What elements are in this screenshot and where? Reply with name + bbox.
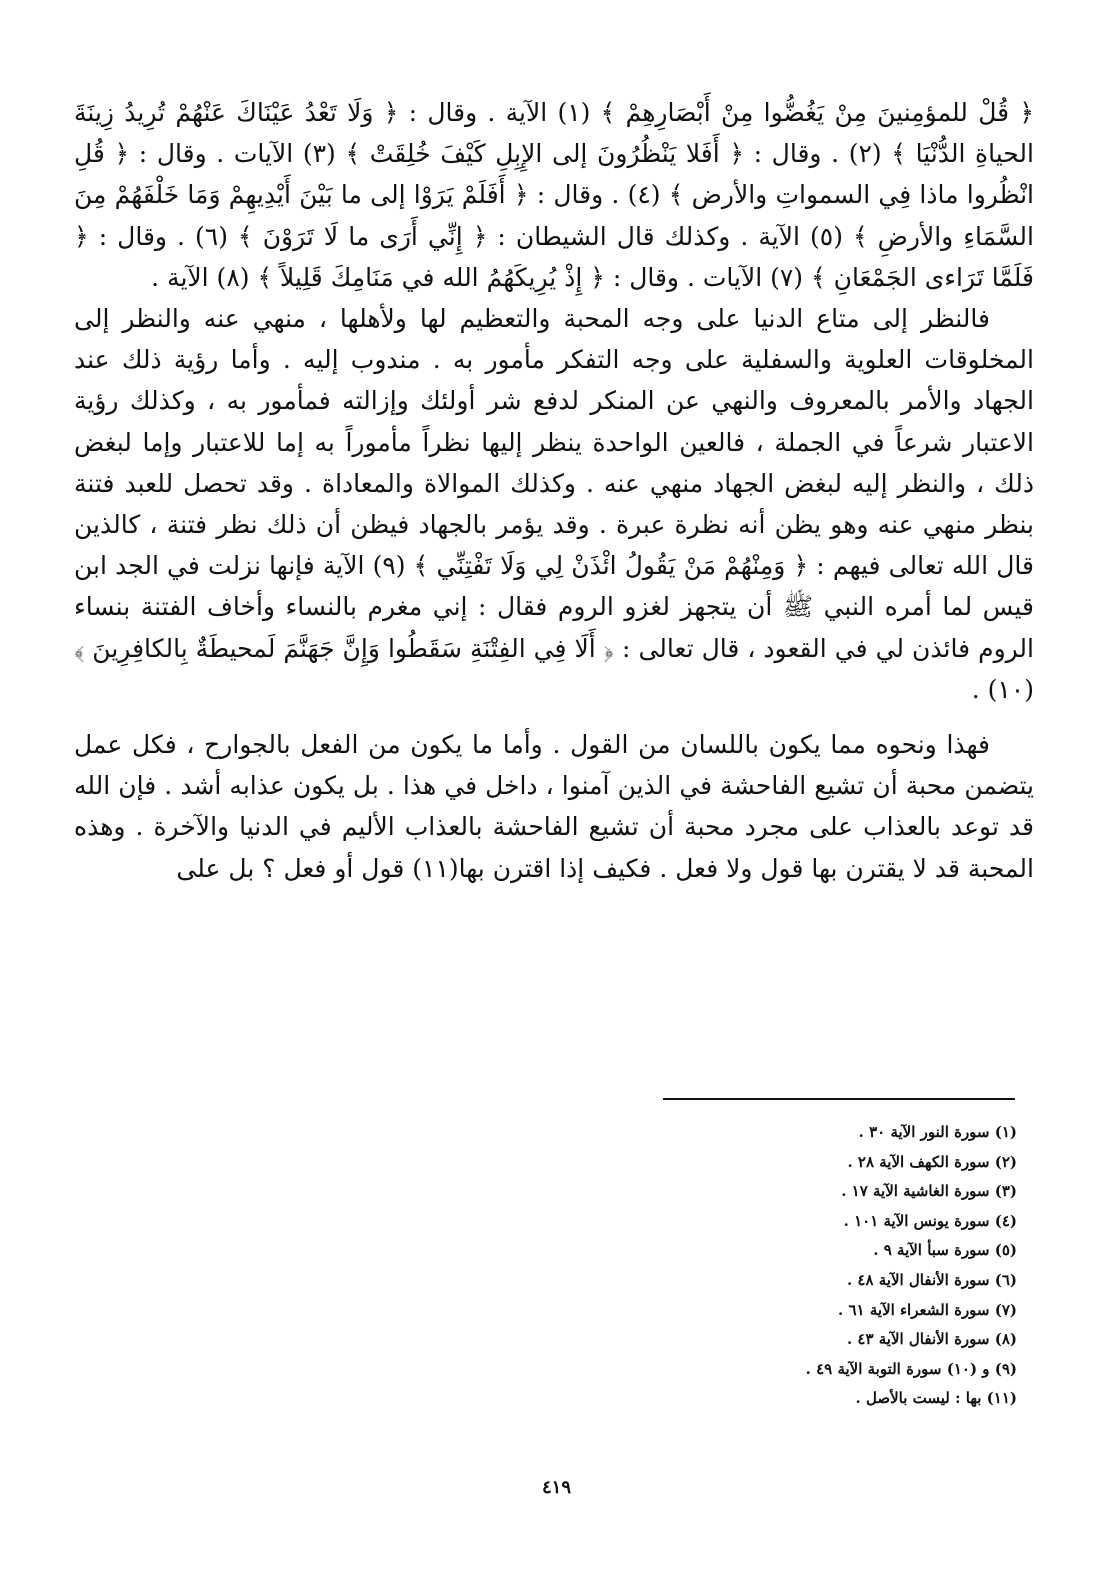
- paragraph-quran-verses: ﴿ قُلْ للمؤمِنينَ مِنْ يَغُضُّوا مِنْ أَبْصَارِهِمْ ﴾ (١) الآية . وقال : ﴿ وَلَا تَعْدُ عَيْنَاكَ عَنْهُمْ تُرِيدُ زِينَةَ الحياةِ الدُّنْيَا ﴾ (٢) . وقال : ﴿ أَفَلا يَنْظُرُونَ إلى الإِبِلِ كَيْفَ خُلِقَتْ ﴾ (٣) الآيات . وقال : ﴿ قُلِ انْظُروا ماذا فِي السمواتِ والأرض ﴾ (٤) . وقال : ﴿ أَفَلَمْ يَرَوْا إلى ما بَيْنَ أَيْدِيهِمْ وَمَا خَلْفَهُمْ مِنَ السَّمَاءِ والأرضِ ﴾ (٥) الآية . وكذلك قال الشيطان : ﴿ إِنِّي أَرَى ما لَا تَرَوْنَ ﴾ (٦) . وقال : ﴿ فَلَمَّا تَرَاءى الجَمْعَانِ ﴾ (٧) الآيات . وقال : ﴿ إِذْ يُرِيكَهُمُ الله في مَنَامِكَ قَلِيلاً ﴾ (٨) الآية .: [74, 98, 1034, 292]
- footnote: (١) سورة النور الآية ٣٠ .: [858, 1123, 1017, 1141]
- footnote: (٢) سورة الكهف الآية ٢٨ .: [847, 1152, 1017, 1171]
- footnote: (٩) و (١٠) سورة التوبة الآية ٤٩ .: [805, 1359, 1017, 1378]
- footnote: (٧) سورة الشعراء الآية ٦١ .: [838, 1300, 1017, 1319]
- paragraph-looking: فالنظر إلى متاع الدنيا على وجه المحبة والتعظيم لها ولأهلها ، منهي عنه والنظر إلى المخلوقات العلوية والسفلية على وجه التفكر مأمور به . مندوب إليه . وأما رؤية ذلك عند الجهاد والأمر بالمعروف والنهي عن المنكر لدفع شر أولئك وإزالته فمأمور به ، وكذلك رؤية الاعتبار شرعاً في الجملة ، فالعين الواحدة ينظر إليها نظراً مأموراً به إما للاعتبار وإما لبغض ذلك ، والنظر إليه لبغض الجهاد منهي عنه . وكذلك الموالاة والمعاداة . وقد تحصل للعبد فتنة بنظر منهي عنه وهو يظن أنه نظرة عبرة . وقد يؤمر بالجهاد فيظن أن ذلك نظر فتنة ، كالذين قال الله تعالى فيهم : ﴿ وَمِنْهُمْ مَنْ يَقُولُ ائْذَنْ لِي وَلَا تَفْتِنِّي ﴾ (٩) الآية فإنها نزلت في الجد ابن قيس لما أمره النبي ﷺ أن يتجهز لغزو الروم فقال : إني مغرم بالنساء وأخاف الفتنة بنساء الروم فائذن لي في القعود ، قال تعالى : ﴿ أَلَا فِي الفِتْنَةِ سَقَطُوا وَإِنَّ جَهَنَّمَ لَمحيطَةٌ بِالكافِرِينَ ﴾ (١٠) .: [74, 304, 1034, 704]
- footnote: (٣) سورة الغاشية الآية ١٧ .: [841, 1182, 1017, 1201]
- footnote: (٤) سورة يونس الآية ١٠١ .: [843, 1211, 1017, 1230]
- footnote: (٦) سورة الأنفال الآية ٤٨ .: [846, 1270, 1017, 1289]
- footnote-divider: [663, 1098, 1015, 1100]
- paragraph-deeds: فهذا ونحوه مما يكون باللسان من القول . وأما ما يكون من الفعل بالجوارح ، فكل عمل يتضمن محبة أن تشيع الفاحشة في الذين آمنوا ، داخل في هذا . بل يكون عذابه أشد . فإن الله قد توعد بالعذاب على مجرد محبة أن تشيع الفاحشة بالعذاب الأليم في الدنيا والآخرة . وهذه المحبة قد لا يقترن بها قول ولا فعل . فكيف إذا اقترن بها(١١) قول أو فعل ؟ بل على: [74, 730, 1034, 883]
- main-text: [74, 92, 1034, 889]
- footnote: (٥) سورة سبأ الآية ٩ .: [873, 1241, 1017, 1260]
- page-number: ٤١٩: [541, 1477, 571, 1498]
- footnote: (٨) سورة الأنفال الآية ٤٣ .: [846, 1330, 1017, 1349]
- footnote: (١١) بها : ليست بالأصل .: [855, 1389, 1017, 1408]
- footnotes-list: [417, 1118, 1017, 1414]
